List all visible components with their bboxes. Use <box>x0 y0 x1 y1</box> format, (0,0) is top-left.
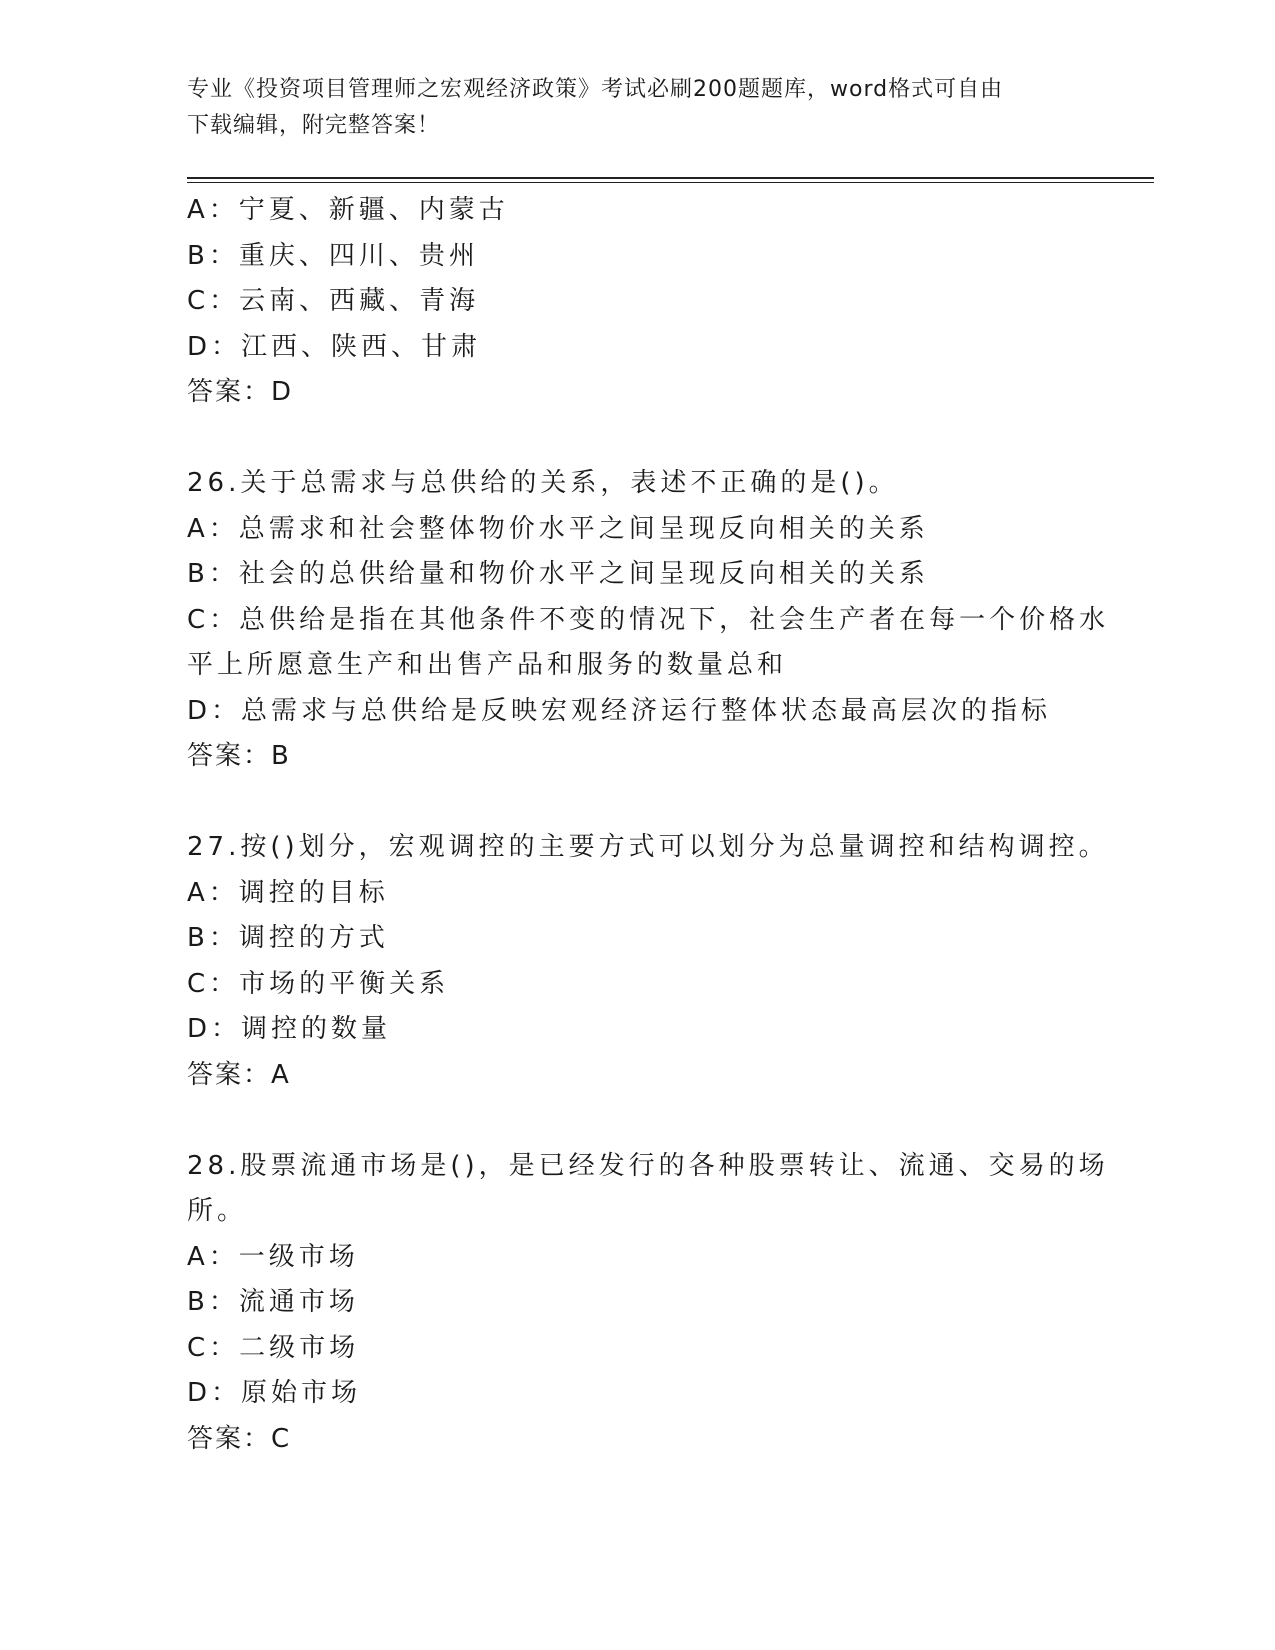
question-list <box>187 188 1110 1462</box>
option-b: B：重庆、四川、贵州 <box>187 240 479 271</box>
answer <box>187 370 1087 416</box>
question-stem-line-2: 所。 <box>187 1196 248 1226</box>
answer-label: 答案： <box>187 377 272 407</box>
answer-label: 答案： <box>187 1059 272 1090</box>
option-a: A：宁夏、新疆、内蒙古 <box>187 195 509 225</box>
header-divider-thick <box>187 177 1154 179</box>
answer-value: D <box>271 377 292 407</box>
option-d: D：江西、陕西、甘肃 <box>187 331 482 362</box>
option-c-line-2: 平上所愿意生产和出售产品和服务的数量总和 <box>187 650 788 680</box>
answer-value: C <box>271 1423 290 1454</box>
option-b: B：社会的总供给量和物价水平之间呈现反向相关的关系 <box>187 559 929 589</box>
question-26 <box>187 461 1110 780</box>
header-divider-thin <box>187 182 1154 183</box>
option-b: B：调控的方式 <box>187 923 389 953</box>
answer-label: 答案： <box>187 1423 272 1454</box>
option-c: C：市场的平衡关系 <box>187 968 450 999</box>
question-stem: 27.按()划分，宏观调控的主要方式可以划分为总量调控和结构调控。 <box>187 832 1109 862</box>
option-b: B：流通市场 <box>187 1287 359 1317</box>
option-d: D：总需求与总供给是反映宏观经济运行整体状态最高层次的指标 <box>187 695 1052 726</box>
header-line-2: 下载编辑，附完整答案！ <box>187 113 441 138</box>
question-stem: 26.关于总需求与总供给的关系，表述不正确的是()。 <box>187 468 899 498</box>
question-28 <box>187 1144 1109 1463</box>
option-c-line-1: C：总供给是指在其他条件不变的情况下，社会生产者在每一个价格水 <box>187 604 1110 635</box>
header-line-1: 专业《投资项目管理师之宏观经济政策》考试必刷200题题库，word格式可自由 <box>187 77 1004 102</box>
option-c: C：二级市场 <box>187 1332 360 1363</box>
answer-value: A <box>271 1059 289 1090</box>
option-a: A：总需求和社会整体物价水平之间呈现反向相关的关系 <box>187 513 929 544</box>
option-a: A：一级市场 <box>187 1241 359 1272</box>
answer-value: B <box>271 741 289 771</box>
document-header <box>187 72 1087 144</box>
question-25 <box>187 188 1087 416</box>
answer <box>187 1053 1087 1099</box>
answer <box>187 734 1087 780</box>
answer-label: 答案： <box>187 741 272 771</box>
option-d: D：调控的数量 <box>187 1014 392 1044</box>
option-d: D：原始市场 <box>187 1378 362 1408</box>
option-a: A：调控的目标 <box>187 877 389 908</box>
question-27 <box>187 825 1109 1098</box>
answer <box>187 1417 1087 1463</box>
option-c: C：云南、西藏、青海 <box>187 286 480 316</box>
question-stem-line-1: 28.股票流通市场是()，是已经发行的各种股票转让、流通、交易的场 <box>187 1150 1109 1181</box>
